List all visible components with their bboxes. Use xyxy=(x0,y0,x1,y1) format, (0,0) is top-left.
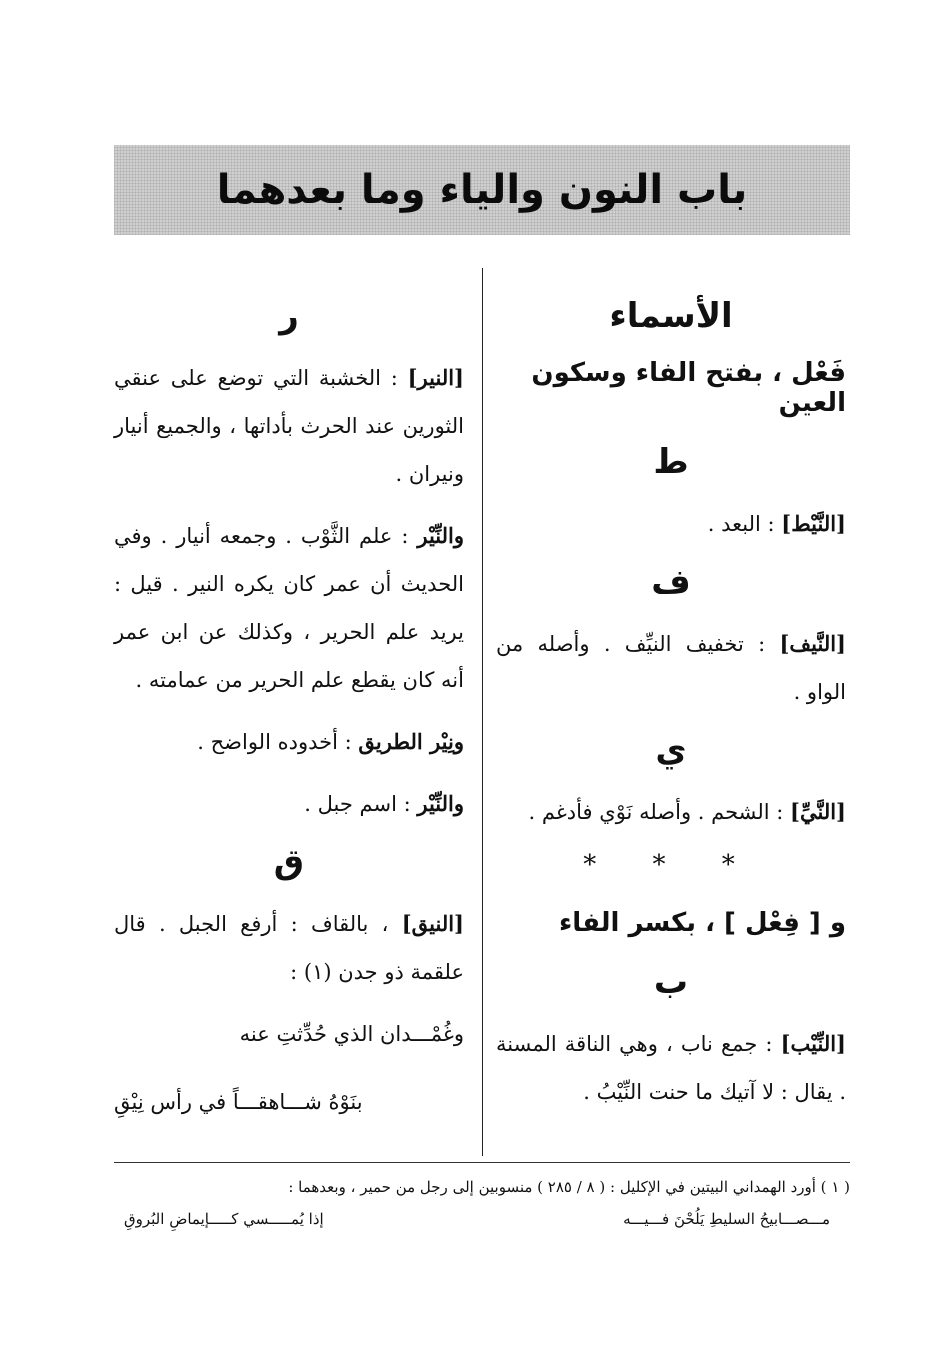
entry-definition: : جمع ناب ، وهي الناقة المسنة . يقال : لا آتيك ما حنت النِّيْبُ . xyxy=(496,1032,846,1104)
entry-term: والنِّيْر xyxy=(417,523,464,548)
section-separator: * * * xyxy=(583,850,759,880)
entry-definition: : اسم جبل . xyxy=(304,792,418,816)
footnote-rule xyxy=(114,1162,850,1163)
pattern-heading: و [ فِعْل ] ، بكسر الفاء xyxy=(559,908,846,938)
entry-definition: : أخدوده الواضح . xyxy=(197,730,359,754)
footnote-text: ( ١ ) أورد الهمداني البيتين في الإكليل : ( ٨ / ٢٨٥ ) منسوبين إلى رجل من حمير ، وبعدهما : xyxy=(288,1178,850,1196)
poem-verse-first: وغُمْـــدان الذي حُدِّثتِ عنه xyxy=(239,1022,464,1046)
poem-verse-second: بنَوْهُ شـــاهقـــاً في رأس نِيْقِ xyxy=(114,1090,363,1114)
entry-term: [النِّيْب] xyxy=(780,1031,846,1056)
letter-heading: ط xyxy=(653,442,689,482)
footnote-verse-second: إذا يُمـــــسي كـــــإيماضِ البُروقِ xyxy=(124,1210,324,1228)
entry-definition: ، بالقاف : أرفع الجبل . قال علقمة ذو جدن (١) : xyxy=(114,912,464,984)
dictionary-entry xyxy=(114,354,464,498)
dictionary-entry xyxy=(496,620,846,716)
letter-heading: ق xyxy=(273,842,305,882)
footnote-verse xyxy=(114,1208,850,1230)
letter-heading: ب xyxy=(653,962,689,1002)
dictionary-entry xyxy=(114,900,464,996)
entry-definition: : الخشبة التي توضع على عنقي الثورين عند الحرث بأداتها ، والجميع أنيار ونيران . xyxy=(114,366,464,486)
dictionary-entry xyxy=(114,718,464,766)
chapter-banner xyxy=(114,145,850,235)
letter-heading: ف xyxy=(651,562,691,602)
dictionary-entry xyxy=(496,1020,846,1116)
footnote-verse-first: مـــصـــابيحُ السليطِ يَلُحْنَ فـــيـــه xyxy=(623,1210,830,1228)
dictionary-entry xyxy=(114,780,464,828)
entry-term: [النَّيِّ] xyxy=(790,799,846,824)
entry-definition: : الشحم . وأصله نَوْي فأدغم . xyxy=(528,800,791,824)
letter-heading: ر xyxy=(279,296,299,336)
entry-term: [النَّيْط] xyxy=(781,511,846,536)
letter-heading: ي xyxy=(655,730,687,770)
dictionary-entry xyxy=(496,500,846,548)
entry-definition: : البعد . xyxy=(707,512,782,536)
dictionary-entry xyxy=(496,788,846,836)
pattern-heading: فَعْل ، بفتح الفاء وسكون العين xyxy=(531,358,846,418)
column-divider xyxy=(482,268,483,1156)
chapter-title: باب النون والياء وما بعدهما xyxy=(216,167,748,213)
entry-definition: : تخفيف النيِّف . وأصله من الواو . xyxy=(496,632,846,704)
section-heading: الأسماء xyxy=(609,296,733,336)
entry-definition: : علم الثَّوْب . وجمعه أنيار . وفي الحديث أن عمر كان يكره النير . قيل : يريد علم الحرير ، وكذلك عن ابن عمر أنه كان يقطع علم الحرير من عمامته . xyxy=(114,524,464,692)
entry-term: [النَّيف] xyxy=(779,631,846,656)
entry-term: والنِّيْر xyxy=(417,791,464,816)
right-column xyxy=(496,290,846,1130)
entry-term: [النير] xyxy=(407,365,464,390)
entry-term: [النيق] xyxy=(401,911,464,936)
dictionary-entry xyxy=(114,512,464,704)
left-column xyxy=(114,290,464,1146)
footnote xyxy=(114,1176,850,1230)
entry-term: ونِيْر الطريق xyxy=(358,729,464,754)
